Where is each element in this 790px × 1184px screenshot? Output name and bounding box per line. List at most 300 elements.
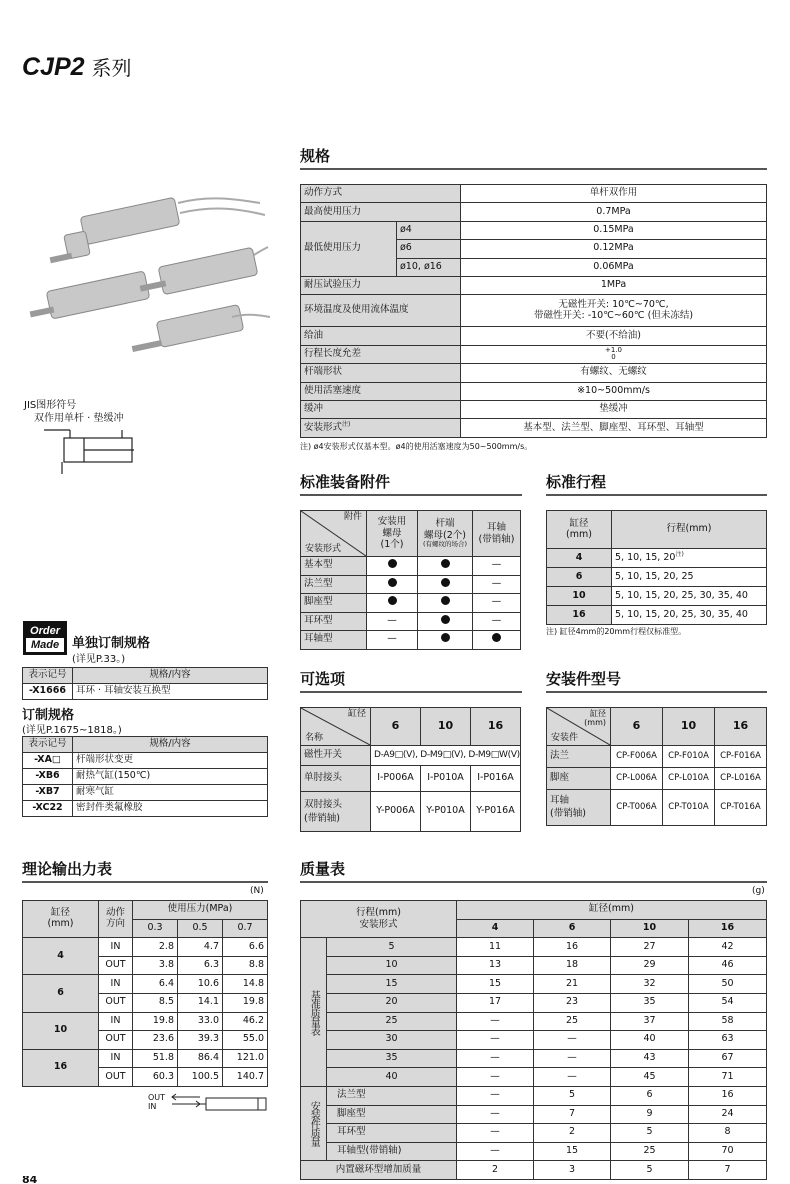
options-row-label xyxy=(301,792,371,832)
custom-code: -XC22 xyxy=(23,801,73,817)
mass-value: 6 xyxy=(611,1086,689,1105)
temp-line-1: 无磁性开关: 10℃~70℃, xyxy=(558,298,669,310)
force-dir-out: OUT xyxy=(99,1031,133,1050)
mounting-bore-header: 6 xyxy=(611,708,663,746)
mass-stroke: 25 xyxy=(327,1012,457,1031)
custom-spec-table xyxy=(22,736,268,817)
acc-col-header-line: (带销轴) xyxy=(478,533,515,545)
acc-col-header-line: (1个) xyxy=(380,539,404,551)
spec-value: 0.15MPa xyxy=(461,221,767,239)
diagram-in-label: IN xyxy=(148,1102,157,1111)
included-dot-icon xyxy=(441,578,450,587)
jis-subtitle: 双作用单杆 · 垫缓冲 xyxy=(34,412,124,424)
corner-top-label: 附件 xyxy=(343,512,362,522)
spec-sublabel: ø4 xyxy=(397,221,461,239)
spec-value: 基本型、法兰型、脚座型、耳环型、耳轴型 xyxy=(461,419,767,437)
acc-row-label: 脚座型 xyxy=(301,594,367,613)
force-value: 6.6 xyxy=(223,938,268,957)
mass-value: — xyxy=(457,1031,534,1050)
force-value: 19.8 xyxy=(223,993,268,1012)
mass-mount-label: 耳环型 xyxy=(327,1124,457,1143)
options-value: I-P006A xyxy=(371,766,421,792)
mass-value: 7 xyxy=(534,1105,611,1124)
mounting-value: CP-T006A xyxy=(611,790,663,826)
mounting-value: CP-T010A xyxy=(663,790,715,826)
spec-label-mount xyxy=(301,419,461,437)
stroke-values xyxy=(612,549,767,568)
acc-cell xyxy=(473,575,521,594)
acc-cell xyxy=(473,612,521,631)
mass-value: 42 xyxy=(689,938,767,957)
included-dot-icon xyxy=(441,596,450,605)
stroke-note-mark: 注) xyxy=(675,550,684,558)
force-section-title: 理论输出力表 xyxy=(22,858,268,883)
spec-section-title: 规格 xyxy=(300,145,767,170)
force-value: 140.7 xyxy=(223,1068,268,1087)
force-value: 8.5 xyxy=(133,993,178,1012)
spec-label: 最高使用压力 xyxy=(301,203,461,221)
acc-row-label: 法兰型 xyxy=(301,575,367,594)
tolerance-upper: +1.0 xyxy=(605,346,622,355)
acc-row-label: 耳轴型 xyxy=(301,631,367,650)
acc-col-header-line: 耳轴 xyxy=(486,522,506,534)
spec-value: 有螺纹、无螺纹 xyxy=(461,364,767,382)
stroke-note: 注) 缸径4mm的20mm行程仅标准型。 xyxy=(546,627,687,636)
tolerance-lower: 0 xyxy=(611,353,616,362)
mount-label: 安装形式 xyxy=(304,422,343,434)
mass-value: — xyxy=(457,1086,534,1105)
series-suffix: 系列 xyxy=(91,56,132,80)
corner-top-label: 缸径 xyxy=(590,709,606,718)
acc-cell xyxy=(367,594,418,613)
mass-value: 18 xyxy=(534,956,611,975)
corner-unit-label: (mm) xyxy=(584,717,606,727)
force-table xyxy=(22,900,268,1087)
included-dot-icon xyxy=(388,559,397,568)
corner-bottom-label: 名称 xyxy=(305,732,324,743)
options-value: I-P010A xyxy=(421,766,471,792)
corner-bottom-label: 安装件 xyxy=(551,732,579,743)
temp-line-2: 带磁性开关: -10℃~60℃ (但未冻结) xyxy=(533,309,694,321)
acc-cell xyxy=(367,557,418,576)
accessories-table xyxy=(300,510,521,650)
spec-value: 1MPa xyxy=(461,276,767,294)
page-number: 84 xyxy=(22,1176,38,1184)
force-direction-diagram xyxy=(148,1093,165,1111)
model-name: CJP2 xyxy=(22,53,85,81)
not-included-dash: — xyxy=(387,614,397,626)
mass-value: — xyxy=(457,1124,534,1143)
diagram-out-label: OUT xyxy=(148,1093,166,1102)
acc-col-header-line: 螺母(2个) xyxy=(424,529,466,541)
mass-value: 5 xyxy=(611,1124,689,1143)
mounting-row-label: 脚座 xyxy=(547,768,611,790)
product-photo xyxy=(20,185,270,375)
acc-col-header-line: 螺母 xyxy=(382,527,402,539)
force-value: 46.2 xyxy=(223,1012,268,1031)
not-included-dash: — xyxy=(491,596,502,608)
mounting-corner-top xyxy=(584,710,606,728)
mass-bore: 16 xyxy=(689,919,767,938)
mounting-section-title: 安装件型号 xyxy=(546,668,767,693)
custom-code: -XB7 xyxy=(23,785,73,801)
force-header-bore xyxy=(23,901,99,938)
custom-code: -XB6 xyxy=(23,769,73,785)
stroke-list: 5, 10, 15, 20, 25, 30, 35, 40 xyxy=(612,606,767,625)
spec-value: 单杆双作用 xyxy=(461,185,767,203)
mounting-value: CP-F016A xyxy=(715,746,767,768)
mass-value: 67 xyxy=(689,1049,767,1068)
mass-value: 70 xyxy=(689,1142,767,1161)
force-dir-in: IN xyxy=(99,1012,133,1031)
custom-header-content: 规格/内容 xyxy=(73,737,268,753)
custom-content: 密封件类氟橡胶 xyxy=(73,801,268,817)
mounting-value: CP-L016A xyxy=(715,768,767,790)
order-made-code: -X1666 xyxy=(23,684,73,700)
force-value: 121.0 xyxy=(223,1049,268,1068)
stroke-section-title: 标准行程 xyxy=(546,471,767,496)
acc-cell xyxy=(418,575,473,594)
options-bore-header: 16 xyxy=(471,708,521,746)
mass-stroke: 30 xyxy=(327,1031,457,1050)
mass-value: 25 xyxy=(534,1012,611,1031)
stroke-header-bore xyxy=(547,511,612,549)
mass-corner xyxy=(301,901,457,938)
options-table xyxy=(300,707,521,832)
acc-row-label: 耳环型 xyxy=(301,612,367,631)
acc-cell xyxy=(473,631,521,650)
acc-row-label: 基本型 xyxy=(301,557,367,576)
force-value: 6.3 xyxy=(178,956,223,975)
force-value: 60.3 xyxy=(133,1068,178,1087)
mass-bore: 6 xyxy=(534,919,611,938)
accessories-corner xyxy=(301,511,367,557)
mass-group-mount xyxy=(301,1086,327,1160)
order-made-line1: Order xyxy=(30,625,60,637)
acc-cell xyxy=(367,631,418,650)
options-bore-header: 6 xyxy=(371,708,421,746)
spec-label: 使用活塞速度 xyxy=(301,382,461,400)
acc-cell xyxy=(418,631,473,650)
force-value: 33.0 xyxy=(178,1012,223,1031)
force-dir-in: IN xyxy=(99,975,133,994)
spec-label: 环境温度及使用流体温度 xyxy=(301,295,461,327)
mounting-bore-header: 10 xyxy=(663,708,715,746)
order-made-table xyxy=(22,667,268,700)
accessories-section-title: 标准装备附件 xyxy=(300,471,522,496)
mass-value: 8 xyxy=(689,1124,767,1143)
force-value: 4.7 xyxy=(178,938,223,957)
included-dot-icon xyxy=(492,633,501,642)
mass-group-mount-label: 安装件质量 xyxy=(308,1101,320,1147)
spec-label: 给油 xyxy=(301,327,461,345)
mass-value: 43 xyxy=(611,1049,689,1068)
mass-corner-top: 行程(mm) xyxy=(356,907,401,919)
mounting-value: CP-F010A xyxy=(663,746,715,768)
options-row-label-line: (带销轴) xyxy=(304,812,340,824)
not-included-dash: — xyxy=(491,614,502,626)
mass-value: 25 xyxy=(611,1142,689,1161)
mounting-corner xyxy=(547,708,611,746)
mass-value: — xyxy=(457,1012,534,1031)
included-dot-icon xyxy=(441,615,450,624)
force-pressure: 0.5 xyxy=(178,919,223,938)
not-included-dash: — xyxy=(491,577,502,589)
force-value: 100.5 xyxy=(178,1068,223,1087)
mounting-row-label xyxy=(547,790,611,826)
included-dot-icon xyxy=(441,633,450,642)
mass-value: — xyxy=(534,1031,611,1050)
custom-content: 耐寒气缸 xyxy=(73,785,268,801)
jis-title: JIS图形符号 xyxy=(24,400,77,411)
mass-value: 46 xyxy=(689,956,767,975)
force-header-pressure: 使用压力(MPa) xyxy=(133,901,268,920)
stroke-list: 5, 10, 15, 20, 25 xyxy=(612,568,767,587)
acc-col-header xyxy=(367,511,418,557)
acc-cell xyxy=(418,594,473,613)
mass-value: 16 xyxy=(534,938,611,957)
mounting-value: CP-T016A xyxy=(715,790,767,826)
mass-value: 32 xyxy=(611,975,689,994)
mounting-row-label-line: (带销轴) xyxy=(550,807,586,819)
spec-label: 行程长度允差 xyxy=(301,345,461,363)
mass-group-basic xyxy=(301,938,327,1087)
mass-value: 35 xyxy=(611,993,689,1012)
stroke-bore: 6 xyxy=(547,568,612,587)
force-header-line: (mm) xyxy=(47,918,74,930)
spec-value-tolerance xyxy=(461,345,767,363)
stroke-list: 5, 10, 15, 20, 25, 30, 35, 40 xyxy=(612,587,767,606)
jis-symbol-block xyxy=(24,400,124,425)
force-bore: 6 xyxy=(23,975,99,1012)
options-value: Y-P006A xyxy=(371,792,421,832)
mass-stroke: 5 xyxy=(327,938,457,957)
mass-value: 5 xyxy=(534,1086,611,1105)
options-section-title: 可选项 xyxy=(300,668,522,693)
stroke-header-line: 缸径 xyxy=(569,517,589,529)
mass-value: 29 xyxy=(611,956,689,975)
mass-value: 50 xyxy=(689,975,767,994)
mass-value: — xyxy=(457,1142,534,1161)
mass-header-bore: 缸径(mm) xyxy=(457,901,767,920)
mass-group-basic-label: 基准质量表 xyxy=(308,989,320,1035)
force-value: 51.8 xyxy=(133,1049,178,1068)
mass-value: — xyxy=(457,1105,534,1124)
mass-value: 23 xyxy=(534,993,611,1012)
force-dir-out: OUT xyxy=(99,993,133,1012)
acc-col-header xyxy=(418,511,473,557)
force-pressure: 0.7 xyxy=(223,919,268,938)
spec-value-temp xyxy=(461,295,767,327)
spec-note: 注) ø4安装形式仅基本型。ø4的使用活塞速度为50~500mm/s。 xyxy=(300,442,533,451)
mounting-value: CP-L010A xyxy=(663,768,715,790)
mass-value: 2 xyxy=(457,1161,534,1180)
spec-value: ※10~500mm/s xyxy=(461,382,767,400)
mass-value: 15 xyxy=(457,975,534,994)
spec-label: 耐压试验压力 xyxy=(301,276,461,294)
mass-value: 13 xyxy=(457,956,534,975)
mass-value: 40 xyxy=(611,1031,689,1050)
mass-value: 16 xyxy=(689,1086,767,1105)
stroke-table xyxy=(546,510,767,625)
force-bore: 16 xyxy=(23,1049,99,1086)
mass-magnet-label: 内置磁环型增加质量 xyxy=(301,1161,457,1180)
spec-table xyxy=(300,184,767,438)
force-unit: (N) xyxy=(250,886,264,896)
force-bore: 4 xyxy=(23,938,99,975)
force-dir-out: OUT xyxy=(99,1068,133,1087)
custom-content: 耐热气缸(150℃) xyxy=(73,769,268,785)
mass-value: 37 xyxy=(611,1012,689,1031)
mass-value: 3 xyxy=(534,1161,611,1180)
mass-bore: 10 xyxy=(611,919,689,938)
force-header-line: 方向 xyxy=(105,918,125,930)
spec-value: 0.12MPa xyxy=(461,240,767,258)
options-row-label: 单肘接头 xyxy=(301,766,371,792)
spec-label: 最低使用压力 xyxy=(301,221,397,276)
mass-value: 21 xyxy=(534,975,611,994)
stroke-bore: 16 xyxy=(547,606,612,625)
acc-cell xyxy=(473,594,521,613)
mass-bore: 4 xyxy=(457,919,534,938)
not-included-dash: — xyxy=(491,559,502,571)
acc-col-header xyxy=(473,511,521,557)
mass-value: 27 xyxy=(611,938,689,957)
stroke-bore: 10 xyxy=(547,587,612,606)
order-made-header-content: 规格/内容 xyxy=(73,668,268,684)
spec-value: 不要(不给油) xyxy=(461,327,767,345)
custom-ref: (详见P.1675~1818。) xyxy=(22,725,122,736)
mass-value: 9 xyxy=(611,1105,689,1124)
order-made-line2: Made xyxy=(26,638,64,652)
force-value: 6.4 xyxy=(133,975,178,994)
mass-value: 5 xyxy=(611,1161,689,1180)
acc-cell xyxy=(418,612,473,631)
mass-stroke: 10 xyxy=(327,956,457,975)
custom-header-code: 表示记号 xyxy=(23,737,73,753)
force-value: 19.8 xyxy=(133,1012,178,1031)
mass-stroke: 35 xyxy=(327,1049,457,1068)
spec-label: 动作方式 xyxy=(301,185,461,203)
acc-col-header-line: 安装用 xyxy=(377,516,407,528)
mounting-table xyxy=(546,707,767,826)
mass-table xyxy=(300,900,767,1180)
force-value: 14.8 xyxy=(223,975,268,994)
options-value: Y-P016A xyxy=(471,792,521,832)
mass-value: 58 xyxy=(689,1012,767,1031)
stroke-header-stroke: 行程(mm) xyxy=(612,511,767,549)
options-row-label: 磁性开关 xyxy=(301,746,371,766)
mass-stroke: 20 xyxy=(327,993,457,1012)
custom-content: 杆端形状变更 xyxy=(73,753,268,769)
force-value: 14.1 xyxy=(178,993,223,1012)
mass-stroke: 40 xyxy=(327,1068,457,1087)
force-dir-out: OUT xyxy=(99,956,133,975)
mass-value: 11 xyxy=(457,938,534,957)
stroke-header-line: (mm) xyxy=(566,528,592,540)
force-value: 39.3 xyxy=(178,1031,223,1050)
spec-label: 缓冲 xyxy=(301,400,461,418)
spec-sublabel: ø6 xyxy=(397,240,461,258)
not-included-dash: — xyxy=(387,633,397,645)
force-dir-in: IN xyxy=(99,938,133,957)
mass-unit: (g) xyxy=(752,886,765,896)
custom-code: -XA□ xyxy=(23,753,73,769)
force-value: 8.8 xyxy=(223,956,268,975)
corner-top-label: 缸径 xyxy=(347,709,366,719)
mass-value: — xyxy=(457,1049,534,1068)
options-value: I-P016A xyxy=(471,766,521,792)
mass-section-title: 质量表 xyxy=(300,858,767,883)
stroke-list: 5, 10, 15, 20 xyxy=(615,552,676,564)
mass-value: 63 xyxy=(689,1031,767,1050)
acc-cell xyxy=(473,557,521,576)
spec-label: 杆端形状 xyxy=(301,364,461,382)
force-value: 23.6 xyxy=(133,1031,178,1050)
mounting-row-label: 法兰 xyxy=(547,746,611,768)
mass-stroke: 15 xyxy=(327,975,457,994)
options-value: Y-P010A xyxy=(421,792,471,832)
corner-bottom-label: 安装形式 xyxy=(305,543,342,554)
options-bore-header: 10 xyxy=(421,708,471,746)
force-value: 10.6 xyxy=(178,975,223,994)
spec-value: 0.06MPa xyxy=(461,258,767,276)
spec-value: 0.7MPa xyxy=(461,203,767,221)
stroke-bore: 4 xyxy=(547,549,612,568)
force-header-line: 动作 xyxy=(105,907,125,919)
mass-mount-label: 法兰型 xyxy=(327,1086,457,1105)
order-made-badge xyxy=(23,621,67,655)
mass-mount-label: 脚座型 xyxy=(327,1105,457,1124)
mounting-row-label-line: 耳轴 xyxy=(550,795,570,807)
options-value: D-A9□(V), D-M9□(V), D-M9□W(V) xyxy=(371,746,521,766)
options-corner xyxy=(301,708,371,746)
order-made-header-code: 表示记号 xyxy=(23,668,73,684)
order-made-ref: (详见P.33。) xyxy=(72,654,126,665)
included-dot-icon xyxy=(388,596,397,605)
mass-value: 2 xyxy=(534,1124,611,1143)
acc-cell xyxy=(367,612,418,631)
mass-value: 7 xyxy=(689,1161,767,1180)
force-value: 3.8 xyxy=(133,956,178,975)
custom-title: 订制规格 xyxy=(22,708,75,723)
force-bore: 10 xyxy=(23,1012,99,1049)
cylinder-sketch-icon xyxy=(170,1093,270,1118)
force-value: 55.0 xyxy=(223,1031,268,1050)
mass-corner-bottom: 安装形式 xyxy=(359,919,398,931)
force-header-dir xyxy=(99,901,133,938)
force-value: 86.4 xyxy=(178,1049,223,1068)
included-dot-icon xyxy=(441,559,450,568)
spec-value: 垫缓冲 xyxy=(461,400,767,418)
mass-value: 54 xyxy=(689,993,767,1012)
order-made-content: 耳环 · 耳轴安装互换型 xyxy=(73,684,268,700)
force-pressure: 0.3 xyxy=(133,919,178,938)
included-dot-icon xyxy=(388,578,397,587)
mass-value: 24 xyxy=(689,1105,767,1124)
acc-col-header-line: (有螺纹的场合) xyxy=(422,539,468,548)
mass-value: 45 xyxy=(611,1068,689,1087)
spec-sublabel: ø10, ø16 xyxy=(397,258,461,276)
mounting-value: CP-L006A xyxy=(611,768,663,790)
force-header-line: 缸径 xyxy=(50,907,70,919)
mass-value: 17 xyxy=(457,993,534,1012)
series-title xyxy=(22,52,132,82)
force-value: 2.8 xyxy=(133,938,178,957)
order-made-title: 单独订制规格 xyxy=(72,636,151,651)
mass-value: — xyxy=(457,1068,534,1087)
mounting-value: CP-F006A xyxy=(611,746,663,768)
